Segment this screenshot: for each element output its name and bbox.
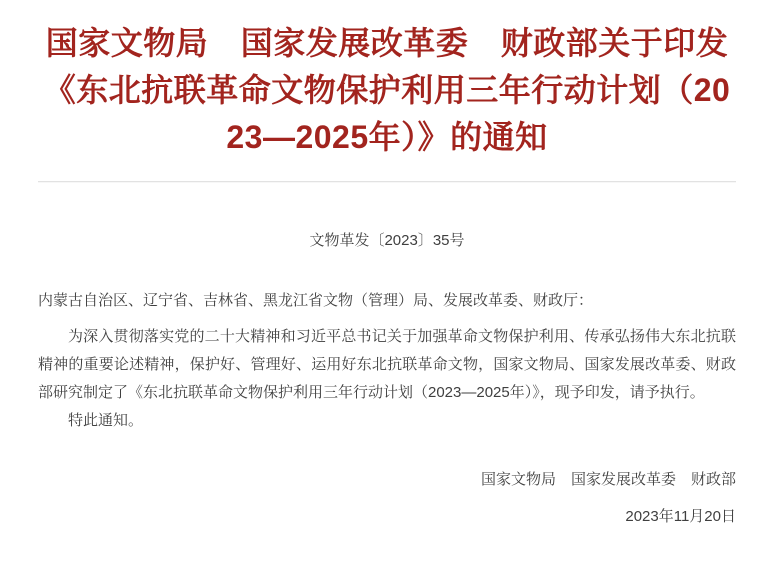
title-divider [38, 181, 736, 182]
title-line-3: 23—2025年）》的通知 [226, 119, 548, 155]
signature-block [38, 466, 736, 531]
body-paragraph: 为深入贯彻落实党的二十大精神和习近平总书记关于加强革命文物保护利用、传承弘扬伟大东北抗联精神的重要论述精神，保护好、管理好、运用好东北抗联革命文物，国家文物局、国家发展改革委、财政部研究制定了《东北抗联革命文物保护利用三年行动计划（2023—2025年）》，现予印发，请予执行。 [38, 328, 736, 401]
title-line-1: 国家文物局 国家发展改革委 财政部关于印发 [45, 25, 729, 61]
closing-line: 特此通知。 [68, 412, 144, 429]
signature-agencies: 国家文物局 国家发展改革委 财政部 [480, 471, 736, 488]
salutation-line: 内蒙古自治区、辽宁省、吉林省、黑龙江省文物（管理）局、发展改革委、财政厅： [38, 292, 594, 309]
title-line-2: 《东北抗联革命文物保护利用三年行动计划（20 [43, 72, 731, 108]
signature-date: 2023年11月20日 [625, 508, 736, 525]
document-number: 文物革发〔2023〕35号 [309, 232, 465, 249]
document-title [38, 20, 736, 161]
